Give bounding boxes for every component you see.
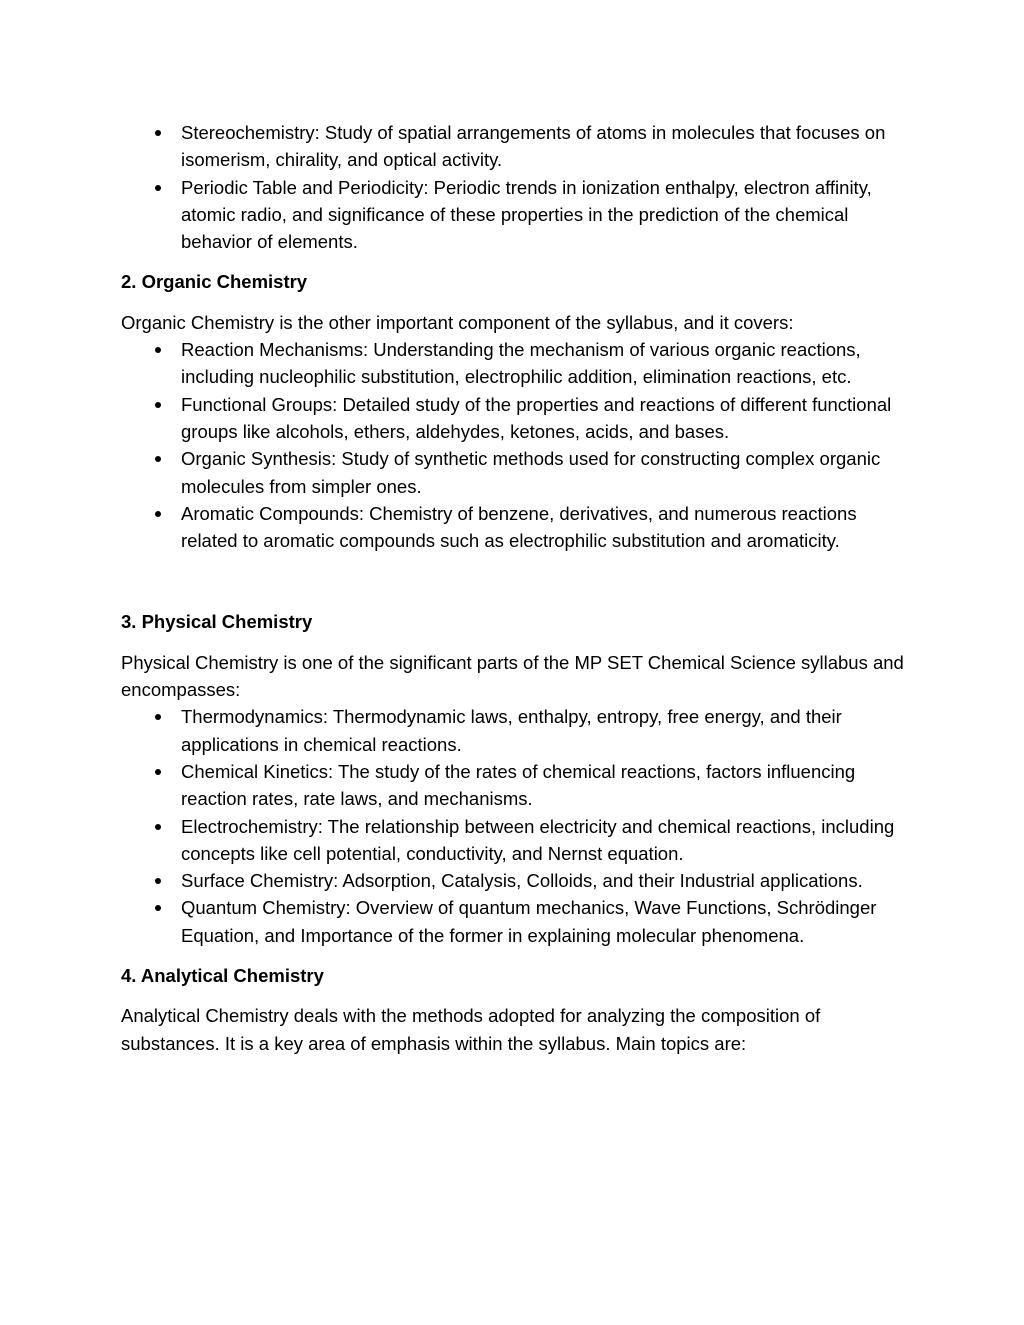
- list-item: [121, 119, 911, 174]
- section-heading-organic: 2. Organic Chemistry: [121, 271, 308, 293]
- list-item: [121, 894, 911, 949]
- list-item: [121, 758, 911, 813]
- list-item-text: Electrochemistry: The relationship between electricity and chemical reactions, including concepts like cell potential, conductivity, and Nernst equation.: [181, 815, 895, 864]
- bullet-icon: [155, 347, 161, 353]
- list-item-text: Organic Synthesis: Study of synthetic methods used for constructing complex organic molecules from simpler ones.: [181, 448, 881, 497]
- section-intro-organic: Organic Chemistry is the other important component of the syllabus, and it covers:: [121, 311, 794, 333]
- list-item: [121, 336, 911, 391]
- list-item-text: Chemical Kinetics: The study of the rates of chemical reactions, factors influencing reaction rates, rate laws, and mechanisms.: [181, 760, 856, 810]
- list-item: [121, 174, 911, 256]
- section-heading-analytical: 4. Analytical Chemistry: [121, 965, 324, 987]
- bullet-icon: [155, 402, 161, 408]
- section-intro-analytical: Analytical Chemistry deals with the methods adopted for analyzing the composition of substances. It is a key area of emphasis within the syllabus. Main topics are:: [121, 1005, 821, 1054]
- list-item-text: Aromatic Compounds: Chemistry of benzene, derivatives, and numerous reactions related to aromatic compounds such as electrophilic substitution and aromaticity.: [181, 502, 857, 552]
- list-item: [121, 445, 911, 500]
- list-item: [121, 703, 911, 758]
- section-intro-physical: Physical Chemistry is one of the significant parts of the MP SET Chemical Science syllabus and encompasses:: [121, 651, 904, 701]
- list-item: [121, 813, 911, 868]
- bullet-icon: [155, 878, 161, 884]
- bullet-icon: [155, 714, 161, 720]
- bullet-list-organic: [121, 336, 911, 554]
- bullet-list-physical: [121, 703, 911, 949]
- list-item: [121, 500, 911, 555]
- bullet-icon: [155, 130, 161, 136]
- bullet-icon: [155, 769, 161, 775]
- list-item-text: Stereochemistry: Study of spatial arrangements of atoms in molecules that focuses on isomerism, chirality, and optical activity.: [181, 122, 886, 171]
- list-item-text: Reaction Mechanisms: Understanding the mechanism of various organic reactions, including nucleophilic substitution, electrophilic addition, elimination reactions, etc.: [181, 339, 861, 388]
- bullet-icon: [155, 824, 161, 830]
- page-content: [121, 119, 911, 1057]
- list-item-text: Quantum Chemistry: Overview of quantum mechanics, Wave Functions, Schrödinger Equation, and Importance of the former in explaining molecular phenomena.: [181, 897, 877, 946]
- bullet-icon: [155, 456, 161, 462]
- list-item-text: Functional Groups: Detailed study of the properties and reactions of different functional groups like alcohols, ethers, aldehydes, ketones, acids, and bases.: [181, 393, 892, 442]
- list-item-text: Periodic Table and Periodicity: Periodic trends in ionization enthalpy, electron affinity, atomic radio, and significance of these properties in the prediction of the chemical behavior of elements.: [181, 176, 872, 253]
- list-item-text: Thermodynamics: Thermodynamic laws, enthalpy, entropy, free energy, and their applications in chemical reactions.: [181, 706, 842, 755]
- bullet-icon: [155, 185, 161, 191]
- list-item: [121, 867, 911, 894]
- list-item-text: Surface Chemistry: Adsorption, Catalysis, Colloids, and their Industrial applications.: [181, 870, 863, 892]
- bullet-list-top: [121, 119, 911, 255]
- bullet-icon: [155, 905, 161, 911]
- bullet-icon: [155, 511, 161, 517]
- list-item: [121, 391, 911, 446]
- section-heading-physical: 3. Physical Chemistry: [121, 611, 313, 633]
